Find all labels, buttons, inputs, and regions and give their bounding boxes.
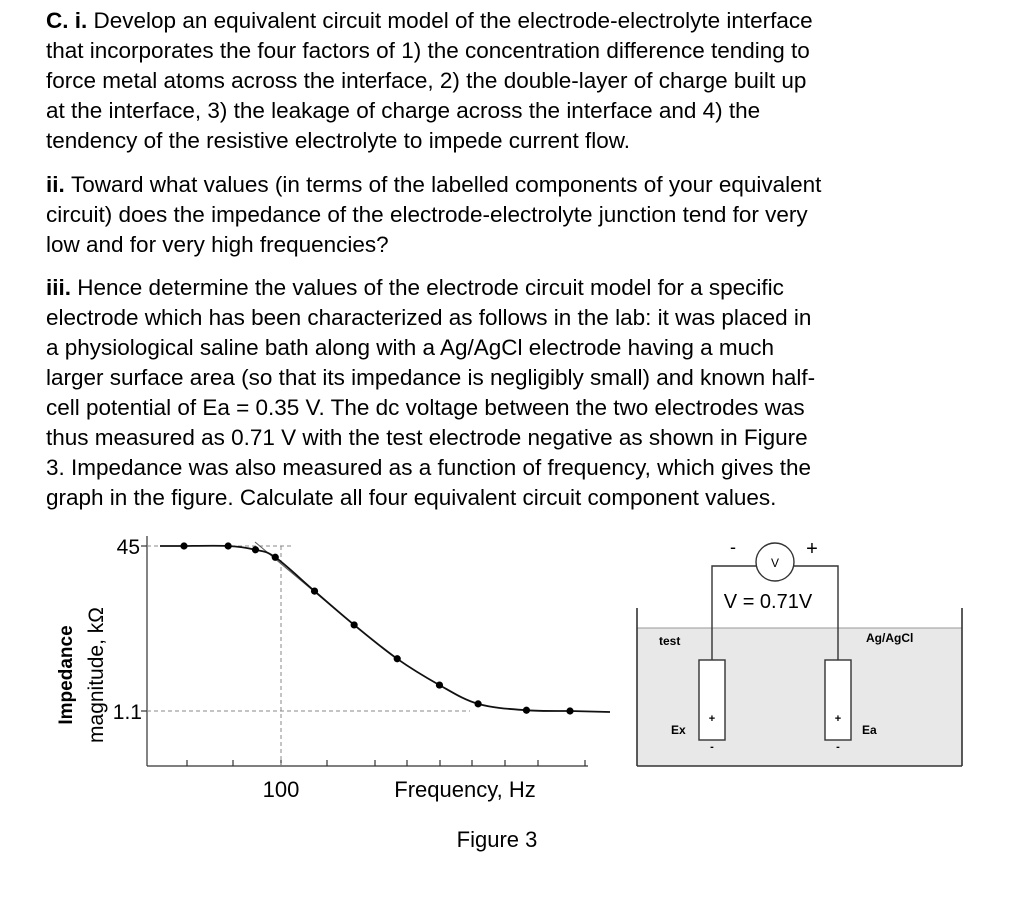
question-line: force metal atoms across the interface, 2) the double-layer of charge built up — [46, 68, 807, 93]
y-axis-label-line1: Impedance — [56, 625, 77, 725]
data-point — [252, 546, 259, 553]
question-number: ii. — [46, 172, 72, 197]
question-line: circuit) does the impedance of the electrode-electrolyte junction tend for very — [46, 202, 808, 227]
x-axis-label: Frequency, Hz — [394, 777, 536, 802]
voltage-reading: V = 0.71V — [723, 591, 813, 613]
question-line: graph in the figure. Calculate all four equivalent circuit component values. — [46, 485, 777, 510]
reference-electrode — [825, 660, 851, 740]
ex-plus: + — [708, 713, 716, 725]
measurement-setup — [637, 537, 962, 766]
question-line: cell potential of Ea = 0.35 V. The dc voltage between the two electrodes was — [46, 395, 805, 420]
ea-minus: - — [836, 741, 840, 753]
question-line: larger surface area (so that its impedance is negligibly small) and known half- — [46, 365, 816, 390]
question-number: C. i. — [46, 8, 94, 33]
y-axis-label-line2: magnitude, kΩ — [85, 607, 108, 743]
question-number: iii. — [46, 275, 78, 300]
impedance-curve — [160, 546, 610, 712]
figure-3 — [0, 520, 1024, 908]
question-part-i — [46, 6, 996, 156]
reference-electrode-label: Ag/AgCl — [866, 631, 914, 645]
data-point — [351, 621, 358, 628]
test-electrode — [699, 660, 725, 740]
question-line: Develop an equivalent circuit model of the electrode-electrolyte interface — [93, 8, 813, 33]
question-line: that incorporates the four factors of 1) the concentration difference tending to — [46, 38, 810, 63]
y-tick-label-high: 45 — [116, 536, 140, 559]
y-tick-label-low: 1.1 — [112, 701, 142, 724]
data-point — [566, 707, 573, 714]
data-point — [225, 542, 232, 549]
data-point — [394, 655, 401, 662]
question-line: 3. Impedance was also measured as a function of frequency, which gives the — [46, 455, 812, 480]
data-point — [272, 554, 279, 561]
impedance-graph — [56, 536, 610, 802]
figure-caption: Figure 3 — [456, 827, 538, 852]
data-point — [180, 542, 187, 549]
test-electrode-label: test — [659, 634, 681, 648]
saline-bath — [637, 628, 962, 766]
question-part-iii — [46, 273, 996, 513]
data-point — [475, 700, 482, 707]
ea-plus: + — [834, 713, 842, 725]
voltmeter-plus: + — [806, 538, 818, 560]
ex-minus: - — [710, 741, 714, 753]
data-point — [436, 681, 443, 688]
question-line: low and for very high frequencies? — [46, 232, 389, 257]
data-point — [523, 707, 530, 714]
ex-label: Ex — [671, 723, 686, 737]
x-axis-ticks — [187, 760, 585, 766]
question-line: thus measured as 0.71 V with the test electrode negative as shown in Figure — [46, 425, 808, 450]
data-point — [311, 588, 318, 595]
question-part-ii — [46, 170, 996, 260]
question-line: a physiological saline bath along with a Ag/AgCl electrode having a much — [46, 335, 774, 360]
question-line: tendency of the resistive electrolyte to impede current flow. — [46, 128, 631, 153]
voltmeter-symbol: V — [770, 556, 780, 570]
question-line: at the interface, 3) the leakage of charge across the interface and 4) the — [46, 98, 761, 123]
x-tick-label-100: 100 — [262, 777, 300, 802]
ea-label: Ea — [862, 723, 877, 737]
question-line: electrode which has been characterized as follows in the lab: it was placed in — [46, 305, 812, 330]
question-line: Hence determine the values of the electrode circuit model for a specific — [77, 275, 784, 300]
voltmeter-minus: - — [730, 537, 736, 557]
data-points — [180, 542, 573, 714]
question-line: Toward what values (in terms of the labelled components of your equivalent — [71, 172, 822, 197]
